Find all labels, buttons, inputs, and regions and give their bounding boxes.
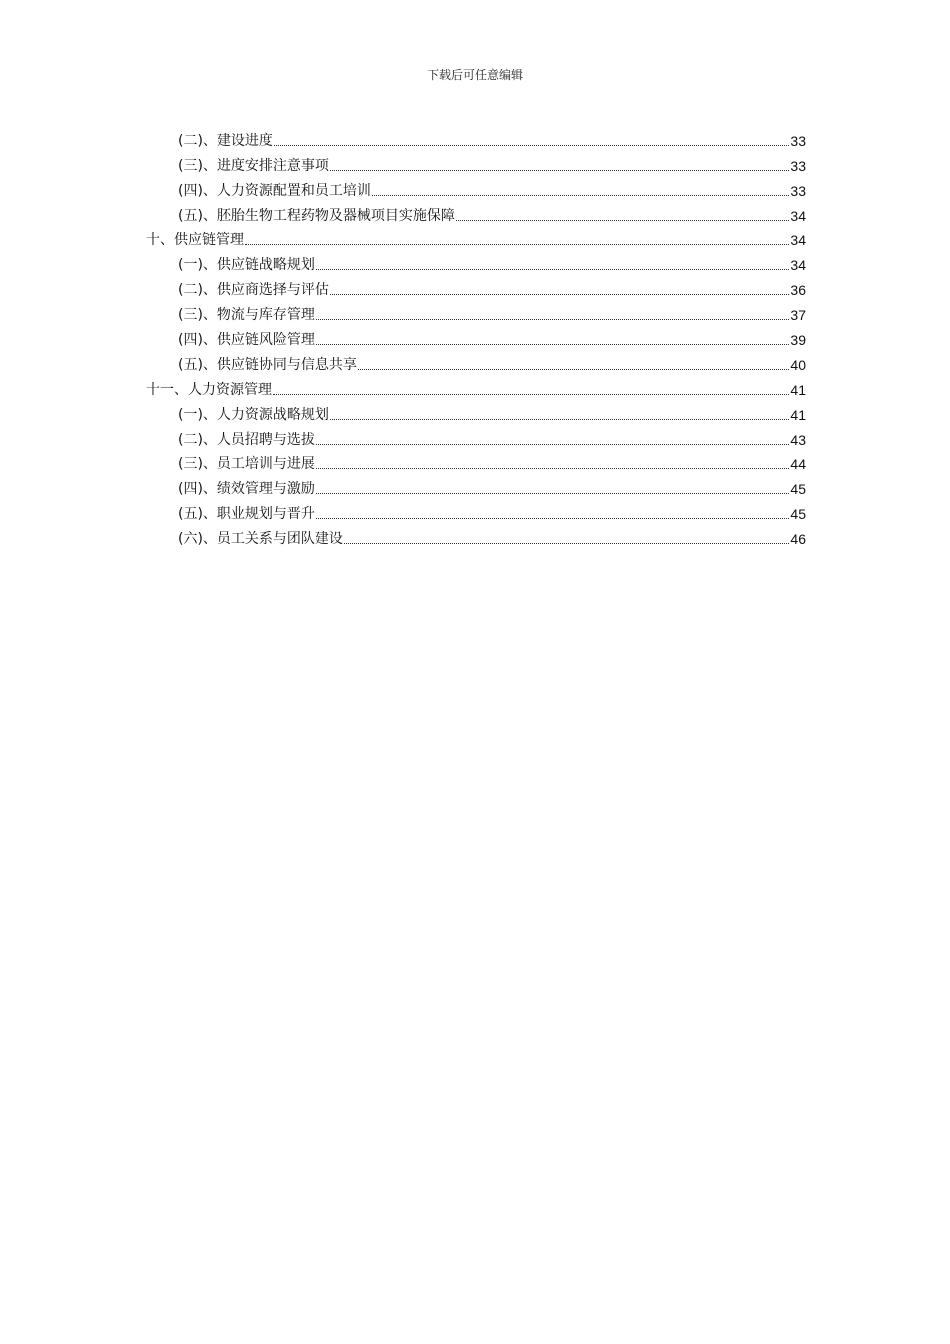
- toc-entry[interactable]: [146, 399, 806, 424]
- toc-entry-title: (一)、人力资源战略规划: [178, 406, 329, 423]
- toc-entry[interactable]: [146, 523, 806, 548]
- toc-entry[interactable]: [146, 150, 806, 175]
- toc-entry-page: 34: [790, 232, 806, 249]
- toc-entry-title: (二)、建设进度: [178, 132, 273, 149]
- toc-entry-title: (四)、供应链风险管理: [178, 332, 315, 349]
- toc-entry-title: (五)、胚胎生物工程药物及器械项目实施保障: [178, 207, 455, 224]
- toc-dot-leader: [316, 319, 789, 320]
- toc-entry-title: 十、供应链管理: [146, 232, 244, 249]
- toc-chapter-entry[interactable]: [146, 225, 806, 250]
- toc-entry-page: 33: [790, 182, 806, 199]
- toc-dot-leader: [316, 518, 789, 519]
- toc-entry-title: (五)、供应链协同与信息共享: [178, 356, 357, 373]
- table-of-contents: [146, 125, 806, 548]
- toc-entry[interactable]: [146, 274, 806, 299]
- toc-entry-page: 33: [790, 157, 806, 174]
- toc-entry-page: 43: [790, 431, 806, 448]
- toc-entry[interactable]: [146, 498, 806, 523]
- toc-entry[interactable]: [146, 473, 806, 498]
- toc-entry-page: 37: [790, 307, 806, 324]
- toc-entry-page: 34: [790, 257, 806, 274]
- toc-entry-title: (三)、进度安排注意事项: [178, 157, 329, 174]
- toc-dot-leader: [330, 170, 789, 171]
- toc-dot-leader: [330, 419, 789, 420]
- toc-entry-title: (六)、员工关系与团队建设: [178, 531, 343, 548]
- page-header: 下载后可任意编辑: [426, 68, 523, 82]
- toc-dot-leader: [273, 394, 789, 395]
- toc-entry-title: (二)、供应商选择与评估: [178, 282, 329, 299]
- toc-entry-page: 45: [790, 506, 806, 523]
- toc-entry[interactable]: [146, 200, 806, 225]
- toc-dot-leader: [358, 369, 789, 370]
- toc-entry[interactable]: [146, 175, 806, 200]
- toc-dot-leader: [316, 344, 789, 345]
- toc-entry-page: 34: [790, 207, 806, 224]
- toc-entry-title: (五)、职业规划与晋升: [178, 506, 315, 523]
- toc-dot-leader: [316, 444, 789, 445]
- toc-entry[interactable]: [146, 299, 806, 324]
- toc-entry-page: 45: [790, 481, 806, 498]
- toc-entry-title: (二)、人员招聘与选拔: [178, 431, 315, 448]
- toc-entry-title: (一)、供应链战略规划: [178, 257, 315, 274]
- toc-entry-page: 33: [790, 132, 806, 149]
- toc-entry-title: (三)、员工培训与进展: [178, 456, 315, 473]
- toc-dot-leader: [316, 269, 789, 270]
- toc-entry-title: 十一、人力资源管理: [146, 381, 272, 398]
- toc-entry-title: (三)、物流与库存管理: [178, 307, 315, 324]
- toc-dot-leader: [456, 220, 789, 221]
- toc-entry-page: 40: [790, 356, 806, 373]
- toc-dot-leader: [245, 244, 789, 245]
- toc-dot-leader: [274, 145, 789, 146]
- toc-entry[interactable]: [146, 449, 806, 474]
- toc-entry-title: (四)、人力资源配置和员工培训: [178, 182, 371, 199]
- toc-entry[interactable]: [146, 349, 806, 374]
- toc-chapter-entry[interactable]: [146, 374, 806, 399]
- toc-entry-page: 41: [790, 406, 806, 423]
- toc-entry[interactable]: [146, 424, 806, 449]
- toc-entry-page: 46: [790, 531, 806, 548]
- toc-dot-leader: [316, 468, 789, 469]
- toc-dot-leader: [372, 195, 789, 196]
- toc-dot-leader: [330, 294, 789, 295]
- toc-dot-leader: [344, 543, 789, 544]
- toc-entry-page: 44: [790, 456, 806, 473]
- toc-dot-leader: [316, 493, 789, 494]
- toc-entry-page: 36: [790, 282, 806, 299]
- toc-entry[interactable]: [146, 249, 806, 274]
- toc-entry[interactable]: [146, 125, 806, 150]
- toc-entry-page: 39: [790, 332, 806, 349]
- toc-entry-title: (四)、绩效管理与激励: [178, 481, 315, 498]
- toc-entry[interactable]: [146, 324, 806, 349]
- toc-entry-page: 41: [790, 381, 806, 398]
